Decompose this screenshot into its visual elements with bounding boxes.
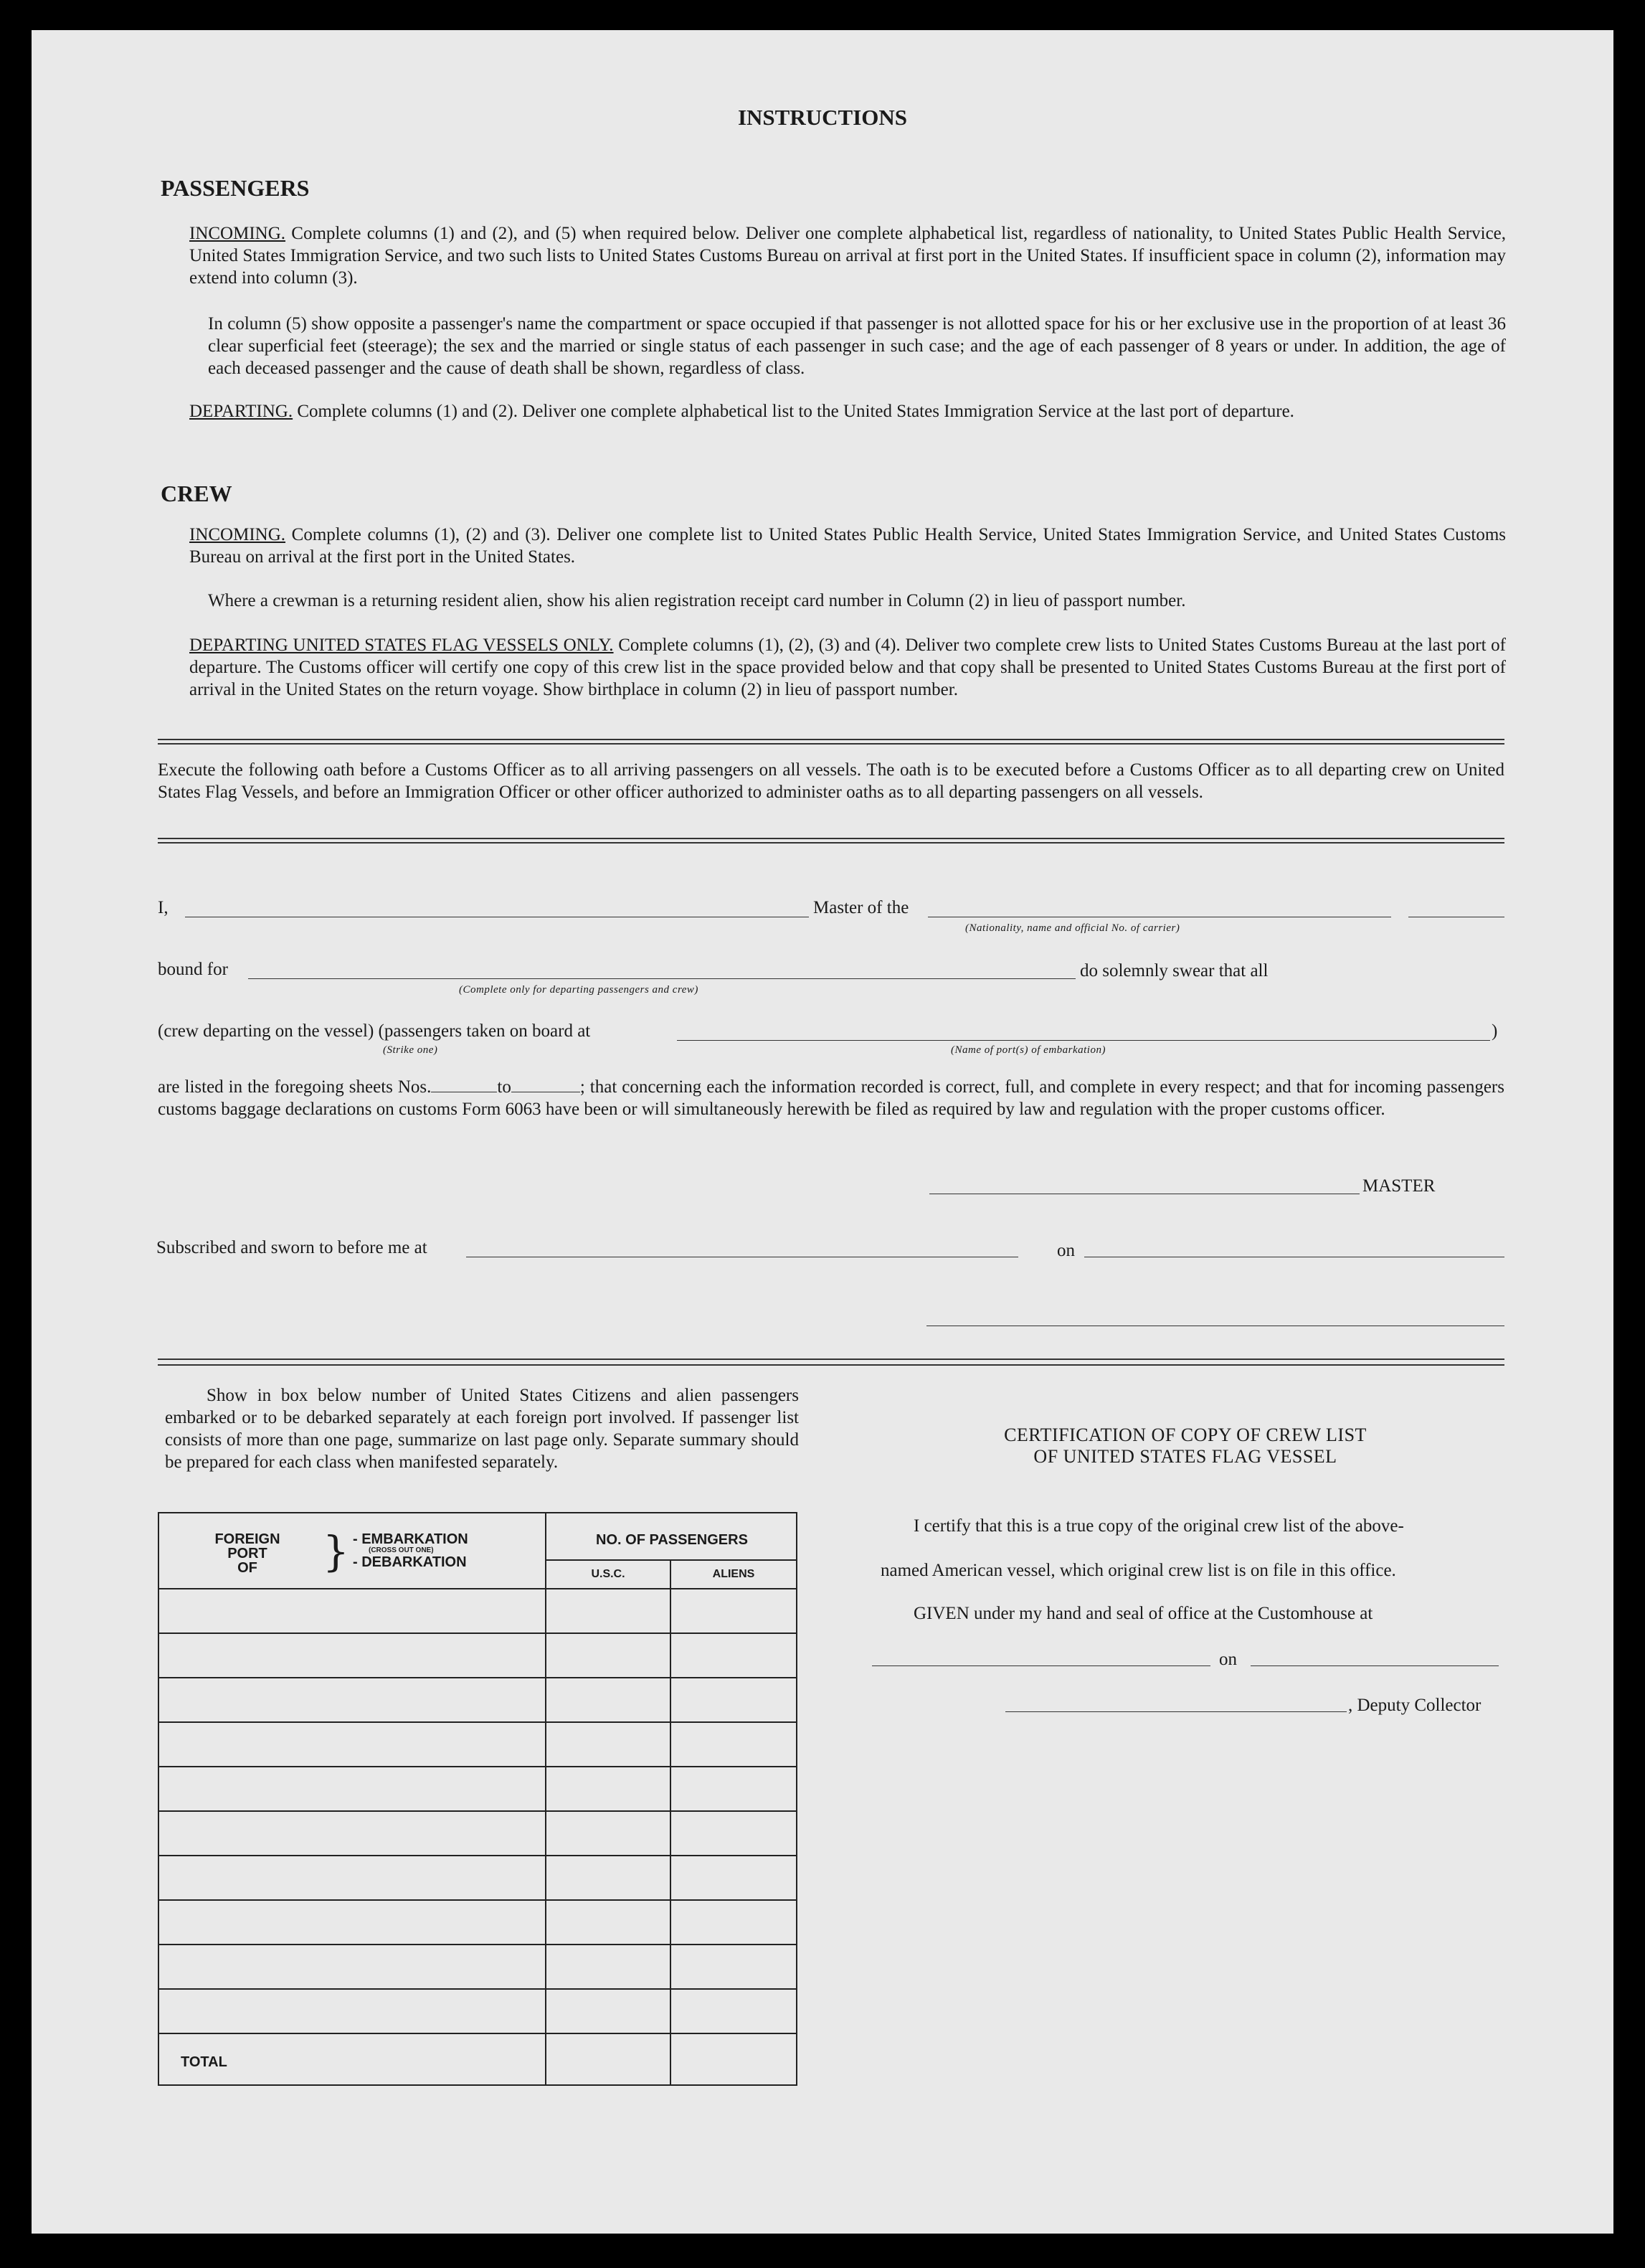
crew-heading: CREW [161,481,232,506]
embarkation-header [353,1532,468,1569]
crew-departing-paragraph [189,634,1506,701]
nationality-caption: (Nationality, name and official No. of carrier) [965,922,1180,934]
certify-line-3: GIVEN under my hand and seal of office at the Customhouse at [914,1604,1373,1623]
total-label: TOTAL [181,2054,227,2070]
foreign-port-header [201,1532,294,1575]
divider [158,739,1504,740]
passenger-summary-table [158,1512,797,2086]
passengers-departing-paragraph [189,400,1506,422]
oath-note: Execute the following oath before a Customs Officer as to all arriving passengers on all vessels. The oath is to be executed before a Customs Officer as to all departing crew on United States Flag Vessels, and before an Immigration Officer or other officer authorized to administer oaths as to all departing passengers on all vessels. [158,760,1504,802]
divider [158,743,1504,745]
form-page [32,30,1613,2234]
sheet-to-field[interactable] [511,1079,580,1092]
of-word: OF [237,1560,257,1576]
listed-to-label: to [497,1077,511,1097]
summary-instructions: Show in box below number of United States Citizens and alien passengers embarked or to be debarked separately at each foreign port involved. If passenger list consists of more than one page, summarize on last page only. Separate summary should be prepared for each class when manifested separately. [165,1386,799,1472]
certification-title-line-2: OF UNITED STATES FLAG VESSEL [1033,1446,1337,1467]
swear-label: do solemnly swear that all [1080,961,1269,981]
page-title: INSTRUCTIONS [737,105,907,130]
divider [158,1364,1504,1366]
customhouse-field[interactable] [872,1665,1210,1666]
master-of-label: Master of the [813,898,909,917]
cross-out-label: (CROSS OUT ONE) [369,1546,434,1554]
deputy-collector-signature-field[interactable] [1005,1711,1347,1712]
deputy-collector-label: , Deputy Collector [1348,1696,1482,1715]
passengers-incoming-label: INCOMING. [189,224,286,243]
passengers-incoming-text: Complete columns (1) and (2), and (5) when required below. Deliver one complete alphabetical list, regardless of nationality, to United States Public Health Service, United States Immigration Service, and two such lists to United States Customs Bureau on arrival at first port in the United States. If insufficient space in column (2), information may extend into column (3). [189,224,1507,288]
listed-label-b: ; that concerning each the information recorded is correct, full, and complete in every respect; and that for incoming passengers customs baggage declarations on customs Form 6063 have been or will simultaneously herewith be filed as required by law and regulation with the proper customs officer. [158,1077,1504,1119]
oath-i-label: I, [158,898,169,917]
passengers-incoming-paragraph [189,222,1506,289]
certification-title-line-1: CERTIFICATION OF COPY OF CREW LIST [1004,1424,1367,1445]
foreign-word: FOREIGN [214,1531,280,1547]
divider [158,842,1504,844]
passengers-departing-label: DEPARTING. [189,402,293,421]
usc-header: U.S.C. [591,1568,625,1580]
close-paren: ) [1492,1021,1498,1041]
brace-glyph: } [323,1527,349,1576]
strike-caption: (Strike one) [383,1044,438,1056]
crew-departing-text: Complete columns (1), (2), (3) and (4). Deliver two complete crew lists to United States Customs Bureau at the last port of departure. The Customs officer will certify one copy of this crew list in the space provided below and that copy shall be presented to United States Customs Bureau at the first port of arrival in the United States on the return voyage. Show birthplace in column (2) in lieu of passport number. [189,635,1507,699]
embarkation-label: - EMBARKATION [353,1531,468,1547]
passengers-heading: PASSENGERS [161,175,310,201]
certification-title [866,1424,1504,1468]
crew-incoming-text: Complete columns (1), (2) and (3). Deliver one complete list to United States Public Health Service, United States Immigration Service, and United States Customs Bureau on arrival at the first port in the United States. [189,525,1507,567]
subscribed-label: Subscribed and sworn to before me at [156,1238,427,1257]
divider [158,838,1504,839]
divider [158,1359,1504,1360]
certify-line-1: I certify that this is a true copy of the original crew list of the above- [914,1516,1404,1536]
port-caption: (Name of port(s) of embarkation) [951,1044,1106,1056]
crew-departing-label: DEPARTING UNITED STATES FLAG VESSELS ONLY. [189,635,614,655]
passengers-departing-text: Complete columns (1) and (2). Deliver one complete alphabetical list to the United States Immigration Service at the last port of departure. [297,402,1294,421]
port-of-embarkation-field[interactable] [677,1040,1490,1041]
complete-caption: (Complete only for departing passengers and crew) [459,984,698,996]
certify-line-2: named American vessel, which original crew list is on file in this office. [881,1561,1396,1580]
listed-label-a: are listed in the foregoing sheets Nos. [158,1077,432,1097]
aliens-header: ALIENS [712,1568,755,1580]
crew-departing-label: (crew departing on the vessel) (passengers taken on board at [158,1021,591,1041]
certify-date-field[interactable] [1251,1665,1499,1666]
debarkation-label: - DEBARKATION [353,1554,467,1570]
port-word: PORT [227,1546,267,1561]
master-label: MASTER [1362,1176,1436,1196]
sworn-on-label: on [1057,1241,1075,1260]
crew-incoming-label: INCOMING. [189,525,286,544]
bound-for-field[interactable] [248,978,1076,979]
no-passengers-header: NO. OF PASSENGERS [596,1532,748,1548]
certify-on-label: on [1219,1650,1237,1669]
sheet-from-field[interactable] [431,1079,497,1092]
crew-incoming-paragraph [189,524,1506,568]
passengers-column5-paragraph: In column (5) show opposite a passenger's name the compartment or space occupied if that passenger is not allotted space for his or her exclusive use in the proportion of at least 36 clear superficial feet (steerage); the sex and the married or single status of each passenger in such case; and the age of each passenger of 8 years or under. In addition, the age of each deceased passenger and the cause of death shall be shown, regardless of class. [208,314,1506,378]
listed-paragraph [158,1076,1504,1120]
crew-resident-paragraph: Where a crewman is a returning resident alien, show his alien registration receipt card number in Column (2) in lieu of passport number. [208,591,1186,610]
bound-for-label: bound for [158,960,228,979]
